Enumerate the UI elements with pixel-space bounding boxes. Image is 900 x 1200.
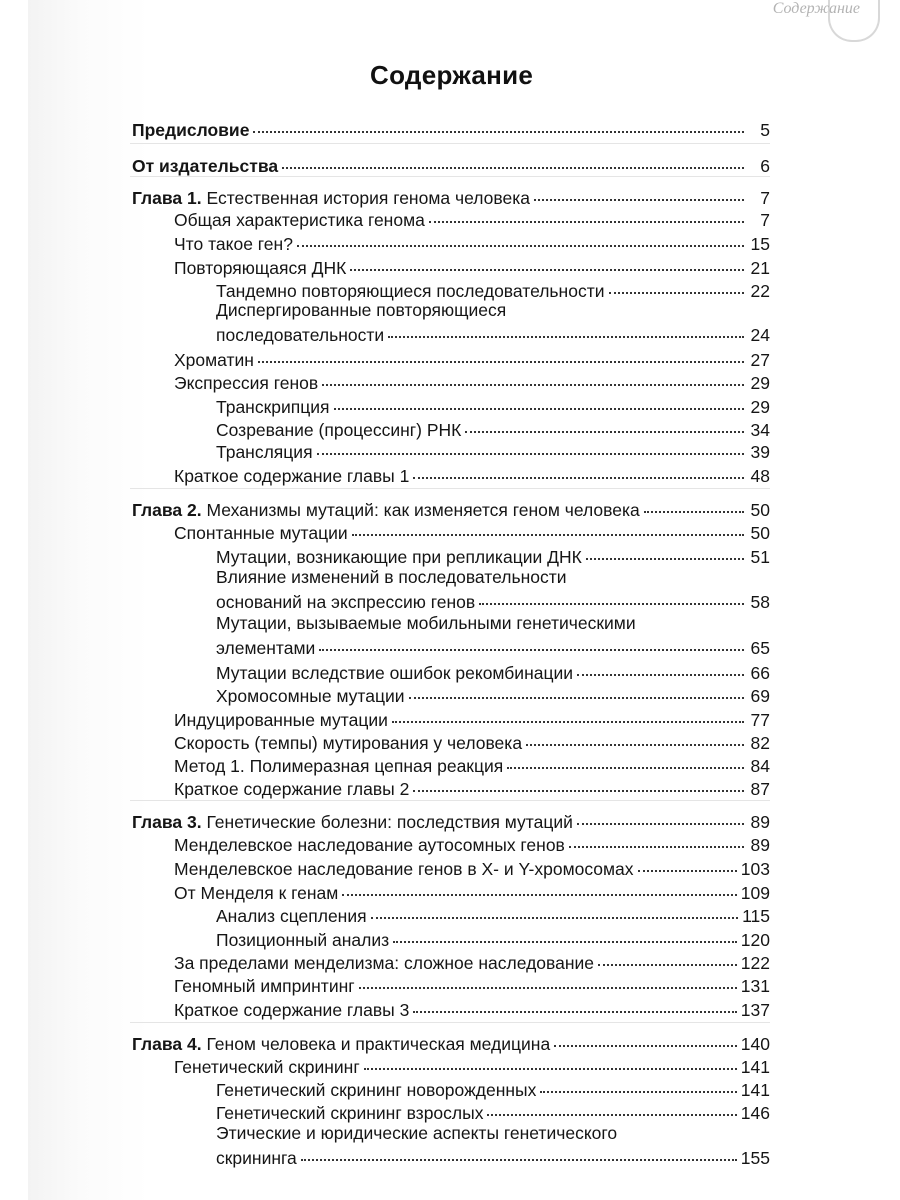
toc-entry-title-continued: скрининга — [216, 1148, 297, 1168]
toc-entry-title: Трансляция — [216, 442, 313, 462]
toc-entry-title: Менделевское наследование генов в X- и Y-хромосомах — [174, 859, 634, 879]
page-number: 5 — [760, 120, 770, 140]
page-number: 109 — [740, 883, 770, 903]
toc-entry-title: Индуцированные мутации — [174, 710, 388, 730]
page-number: 141 — [740, 1057, 770, 1077]
dot-leader — [540, 1073, 736, 1093]
page-number: 89 — [750, 812, 770, 832]
dot-leader — [301, 1141, 737, 1161]
dot-leader — [479, 585, 744, 605]
toc-entry-title: Общая характеристика генома — [174, 210, 425, 230]
dot-leader — [413, 993, 736, 1013]
section-separator — [130, 143, 770, 144]
page-number: 34 — [750, 420, 770, 440]
dot-leader — [577, 805, 744, 825]
toc-entry-title: Диспергированные повторяющиеся — [216, 300, 507, 320]
page-number: 58 — [750, 592, 770, 612]
dot-leader — [364, 1050, 737, 1070]
chapter-number: Глава 4. — [132, 1034, 202, 1054]
section-separator — [130, 176, 770, 177]
dot-leader — [644, 493, 744, 513]
dot-leader — [429, 203, 744, 223]
toc-entry-ch4-s1-3[interactable] — [216, 1122, 770, 1169]
page-title: Содержание — [370, 60, 534, 90]
chapter-title: Механизмы мутаций: как изменяется геном человека — [206, 500, 640, 520]
toc-entry-ch3-s6[interactable] — [174, 996, 770, 1021]
toc-entry-ch2-s1-2[interactable] — [216, 566, 770, 613]
dot-leader — [413, 459, 744, 479]
toc-entry-title: Геномный импринтинг — [174, 976, 355, 996]
page-number: 103 — [740, 859, 770, 879]
toc-entry-title: Генетический скрининг — [174, 1057, 360, 1077]
toc-entry-ch1-s3-2[interactable] — [216, 299, 770, 346]
dot-leader — [413, 772, 744, 792]
toc-entry-title: Влияние изменений в последовательности — [216, 567, 567, 587]
dot-leader — [352, 516, 744, 536]
toc-entry-title: От издательства — [132, 156, 279, 176]
toc-entry-ch4-s1-2[interactable] — [216, 1099, 770, 1124]
running-head: Содержание — [772, 0, 860, 17]
toc-entry-title: От Менделя к генам — [174, 883, 339, 903]
page-number: 66 — [750, 663, 770, 683]
dot-leader — [638, 852, 737, 872]
page-number: 51 — [750, 547, 770, 567]
page-number: 115 — [742, 906, 770, 926]
toc-entry-preface[interactable] — [132, 116, 770, 141]
page-number: 50 — [750, 523, 770, 543]
toc-entry-title-continued: элементами — [216, 638, 316, 658]
toc-entry-title-continued: последовательности — [216, 325, 385, 345]
toc-entry-title: Скорость (темпы) мутирования у человека — [174, 733, 523, 753]
dot-leader — [409, 679, 744, 699]
dot-leader — [598, 946, 737, 966]
dot-leader — [253, 113, 744, 133]
page-number: 82 — [750, 733, 770, 753]
toc-entry-title: Этические и юридические аспекты генетического — [216, 1123, 618, 1143]
chapter-number: Глава 1. — [132, 188, 202, 208]
toc-entry-title — [132, 811, 573, 833]
toc-entry-title: Предисловие — [132, 120, 250, 140]
toc-entry-title: Анализ сцепления — [216, 906, 367, 926]
toc-entry-ch2-s1-3[interactable] — [216, 612, 770, 659]
toc-entry-title: Менделевское наследование аутосомных генов — [174, 835, 565, 855]
dot-leader — [342, 876, 737, 896]
chapter-title: Геном человека и практическая медицина — [206, 1034, 551, 1054]
dot-leader — [526, 726, 744, 746]
toc-entry-title: Хроматин — [174, 350, 254, 370]
page-number: 69 — [750, 686, 770, 706]
toc-entry-title: Мутации, вызываемые мобильными генетическими — [216, 613, 636, 633]
toc-entry-ch1-s6[interactable] — [174, 462, 770, 487]
chapter-number: Глава 2. — [132, 500, 202, 520]
page-number: 50 — [750, 500, 770, 520]
page-number: 65 — [750, 638, 770, 658]
dot-leader — [282, 149, 744, 169]
toc-entry-title: Повторяющаяся ДНК — [174, 258, 347, 278]
page-number: 141 — [740, 1080, 770, 1100]
toc-entry-title: Генетический скрининг новорожденных — [216, 1080, 537, 1100]
page-number: 7 — [760, 210, 770, 230]
dot-leader — [534, 181, 744, 201]
toc-entry-title: Краткое содержание главы 3 — [174, 1000, 410, 1020]
page-number: 27 — [750, 350, 770, 370]
dot-leader — [507, 749, 744, 769]
page-number: 131 — [740, 976, 770, 996]
page-number: 7 — [760, 188, 770, 208]
page-number: 137 — [740, 1000, 770, 1020]
page-number: 155 — [740, 1148, 770, 1168]
page-number: 29 — [750, 373, 770, 393]
page-number: 122 — [740, 953, 770, 973]
page-number: 21 — [750, 258, 770, 278]
toc-entry-title: Метод 1. Полимеразная цепная реакция — [174, 756, 504, 776]
chapter-title: Генетические болезни: последствия мутаций — [206, 812, 573, 832]
dot-leader — [258, 343, 744, 363]
toc-entry-title: Экспрессия генов — [174, 373, 319, 393]
dot-leader — [487, 1096, 736, 1116]
page-number: 29 — [750, 397, 770, 417]
toc-entry-title: Хромосомные мутации — [216, 686, 405, 706]
page-number: 6 — [760, 156, 770, 176]
page-number: 24 — [750, 325, 770, 345]
page-number: 120 — [740, 930, 770, 950]
page-number: 87 — [750, 779, 770, 799]
dot-leader — [554, 1027, 737, 1047]
page-number: 89 — [750, 835, 770, 855]
section-separator — [130, 488, 770, 489]
page-number: 77 — [750, 710, 770, 730]
chapter-number: Глава 3. — [132, 812, 202, 832]
dot-leader — [465, 413, 744, 433]
page-number: 140 — [740, 1034, 770, 1054]
toc-entry-title: Транскрипция — [216, 397, 330, 417]
dot-leader — [317, 435, 744, 455]
section-separator — [130, 1022, 770, 1023]
page-number: 146 — [740, 1103, 770, 1123]
chapter-title: Естественная история генома человека — [206, 188, 530, 208]
toc-entry-title: Что такое ген? — [174, 234, 293, 254]
dot-leader — [319, 631, 744, 651]
dot-leader — [569, 828, 744, 848]
dot-leader — [392, 703, 744, 723]
section-separator — [130, 800, 770, 801]
toc-entry-title: За пределами менделизма: сложное наследование — [174, 953, 595, 973]
page-number: 84 — [750, 756, 770, 776]
toc-entry-title: Созревание (процессинг) РНК — [216, 420, 462, 440]
toc-entry-publisher[interactable] — [132, 152, 770, 177]
toc-entry-title: Краткое содержание главы 2 — [174, 779, 410, 799]
toc-entry-ch2-s1-1[interactable] — [216, 543, 770, 568]
toc-entry-title: Генетический скрининг взрослых — [216, 1103, 484, 1123]
toc-entry-ch2-s5[interactable] — [174, 775, 770, 800]
dot-leader — [586, 540, 744, 560]
toc-entry-title: Позиционный анализ — [216, 930, 390, 950]
page-number: 48 — [750, 466, 770, 486]
toc-entry-title: Тандемно повторяющиеся последовательности — [216, 281, 605, 301]
dot-leader — [393, 923, 737, 943]
dot-leader — [577, 656, 744, 676]
dot-leader — [297, 227, 744, 247]
toc-entry-title: Мутации вследствие ошибок рекомбинации — [216, 663, 574, 683]
toc-entry-title: Мутации, возникающие при репликации ДНК — [216, 547, 582, 567]
dot-leader — [350, 251, 744, 271]
toc-entry-title-continued: оснований на экспрессию генов — [216, 592, 476, 612]
dot-leader — [609, 274, 745, 294]
toc-entry-title: Спонтанные мутации — [174, 523, 348, 543]
dot-leader — [322, 366, 744, 386]
page-number: 15 — [750, 234, 770, 254]
page-number: 39 — [750, 442, 770, 462]
dot-leader — [371, 899, 739, 919]
page-number: 22 — [750, 281, 770, 301]
toc-entry-title: Краткое содержание главы 1 — [174, 466, 410, 486]
dot-leader — [388, 318, 744, 338]
dot-leader — [359, 969, 737, 989]
dot-leader — [334, 390, 744, 410]
